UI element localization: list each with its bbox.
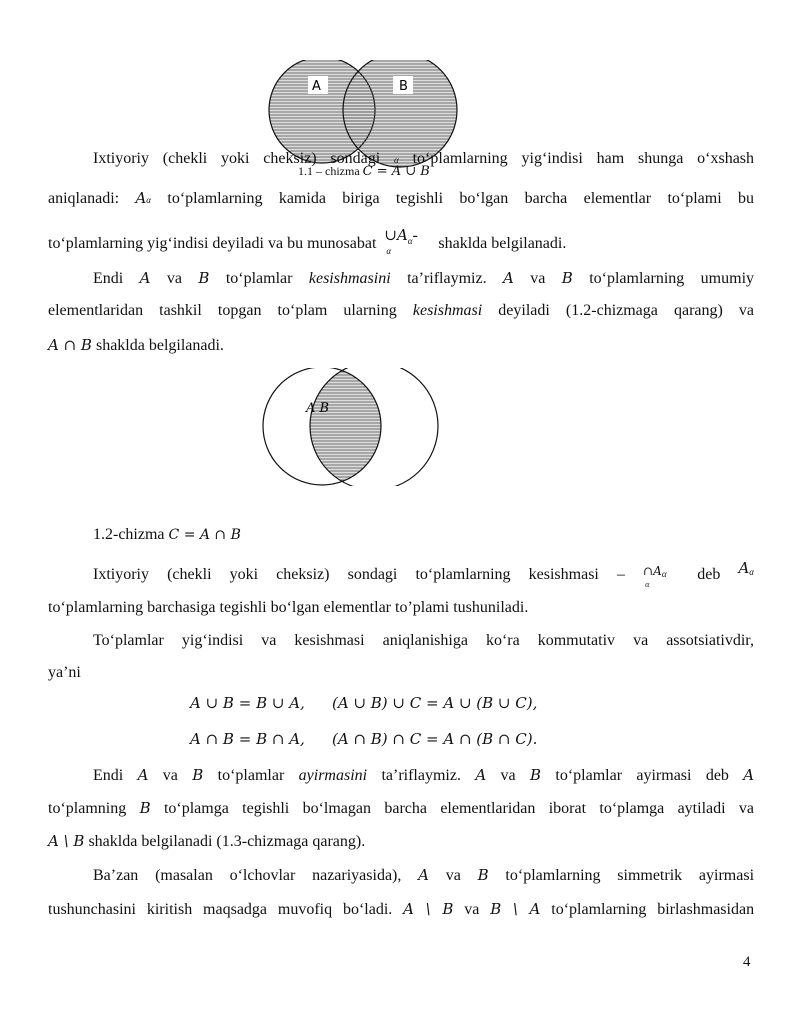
- intersection-venn-diagram: [258, 368, 444, 486]
- text: to‘plamlar: [225, 270, 293, 287]
- text: deyiladi (1.2-chizmaga qarang) va: [498, 302, 755, 319]
- term-ayirmasini: ayirmasini: [298, 767, 368, 784]
- intersection-label: A B: [306, 401, 330, 416]
- caption-formula: C = A ∪ B: [362, 164, 430, 179]
- paragraph-1-line-1: [93, 150, 754, 168]
- union-symbol: ∪A: [384, 226, 408, 244]
- text: α: [661, 569, 667, 579]
- math-subscript: α: [394, 155, 399, 165]
- paragraph-2-line-2: [48, 302, 754, 320]
- paragraph-5-line-3: [48, 832, 754, 851]
- text: to‘plamning: [48, 800, 127, 817]
- text: Ixtiyoriy (chekli yoki cheksiz) sondagi to‘plamlarning kesishmasi –: [93, 566, 625, 583]
- paragraph-1-line-2: [48, 189, 754, 208]
- text: tushunchasini kiritish maqsadga muvofiq bo‘ladi.: [48, 901, 393, 918]
- text: α: [749, 567, 755, 577]
- text: Endi: [93, 270, 124, 287]
- text: B: [139, 799, 151, 817]
- paragraph-4-line-2: [48, 664, 754, 682]
- paragraph-2-line-1: [93, 269, 754, 288]
- caption-number: 1.1 – chizma: [298, 164, 360, 178]
- text: To‘plamlar yig‘indisi va kesishmasi aniqlanishiga ko‘ra kommutativ va assotsiativdir,: [93, 632, 754, 649]
- difference-formula: A \ B: [403, 900, 454, 918]
- text: Ixtiyoriy (chekli yoki cheksiz) sondagi: [93, 150, 381, 167]
- figure-2-caption: [93, 526, 241, 544]
- paragraph-2-line-3: [48, 336, 754, 355]
- text: shaklda belgilanadi.: [438, 235, 567, 252]
- math-symbol: A: [738, 559, 750, 577]
- text: to‘plamlar ayirmasi deb: [555, 767, 729, 784]
- text: ta’riflaymiz.: [407, 270, 487, 287]
- text: to‘plamlarning simmetrik ayirmasi: [505, 867, 755, 884]
- math-symbol: A: [502, 269, 514, 287]
- text: to‘plamlarning birlashmasidan: [551, 901, 755, 918]
- text: to‘plamlar: [217, 767, 285, 784]
- text: to‘plamlarning kamida biriga tegishli bo‘lgan barcha elementlar to‘plami bu: [167, 190, 755, 207]
- text: A: [418, 866, 429, 884]
- difference-formula: B \ A: [490, 900, 541, 918]
- paragraph-1-line-3: [48, 226, 754, 256]
- text: ta’riflaymiz.: [381, 767, 461, 784]
- text: va: [464, 901, 480, 918]
- equation-associative-intersection: (A ∩ B) ∩ C = A ∩ (B ∩ C).: [332, 730, 538, 748]
- text: A: [475, 766, 487, 784]
- caption-number: 1.2-chizma: [93, 526, 165, 543]
- text: va: [445, 867, 461, 884]
- text: shaklda belgilanadi (1.3-chizmaga qarang).: [88, 833, 366, 850]
- text: va: [166, 270, 182, 287]
- text: va: [162, 767, 178, 784]
- intersection-symbol: ∩A: [643, 564, 662, 578]
- intersection-formula: A ∩ B: [48, 336, 92, 354]
- math-symbol: B: [561, 269, 573, 287]
- text: B: [477, 866, 489, 884]
- text: elementlaridan tashkil topgan to‘plam ularning: [48, 302, 397, 319]
- paragraph-5-line-1: [93, 766, 754, 785]
- math-subscript: α: [146, 195, 152, 205]
- text: B: [530, 766, 542, 784]
- text: to‘plamlarning yig‘indisi ham shunga o‘xshash: [412, 150, 755, 167]
- math-subscript: α: [407, 236, 413, 246]
- text: aniqlanadi:: [48, 190, 120, 207]
- paragraph-6-line-2: [48, 900, 754, 919]
- text: ya’ni: [48, 664, 81, 681]
- math-symbol: B: [198, 269, 210, 287]
- text: B: [192, 766, 204, 784]
- text: shaklda belgilanadi.: [95, 337, 224, 354]
- text: to‘plamga tegishli bo‘lmagan barcha elementlaridan iborat to‘plamga aytiladi va: [163, 800, 755, 817]
- difference-formula: A \ B: [48, 832, 85, 850]
- equation-commutative-intersection: A ∩ B = B ∩ A,: [190, 730, 305, 748]
- page-number: 4: [743, 954, 751, 970]
- equation-commutative-union: A ∪ B = B ∪ A,: [190, 694, 305, 712]
- paragraph-4-line-1: [93, 632, 754, 650]
- text: to‘plamlarning yig‘indisi deyiladi va bu munosabat: [48, 235, 377, 252]
- math-symbol: A: [135, 189, 147, 207]
- equation-associative-union: (A ∪ B) ∪ C = A ∪ (B ∪ C),: [332, 694, 538, 712]
- paragraph-5-line-2: [48, 799, 754, 818]
- text: va: [530, 270, 546, 287]
- term-kesishmasi: kesishmasi: [412, 302, 483, 319]
- term-kesishmasini: kesishmasini: [308, 270, 391, 287]
- text: A: [137, 766, 149, 784]
- text: deb: [697, 566, 721, 583]
- math-subscript: α: [386, 246, 392, 256]
- text: to‘plamlarning umumiy: [589, 270, 755, 287]
- text: A: [743, 766, 755, 784]
- text: to‘plamlarning barchasiga tegishli bo‘lgan elementlar to’plami tushuniladi.: [48, 599, 529, 616]
- caption-formula: C = A ∩ B: [168, 527, 241, 543]
- text: va: [500, 767, 516, 784]
- set-b-label: B: [399, 79, 408, 94]
- text: Endi: [93, 767, 124, 784]
- paragraph-3-line-1: [93, 559, 755, 589]
- paragraph-3-line-2: [48, 599, 754, 617]
- dash: -: [412, 227, 418, 244]
- set-a-label: A: [312, 79, 321, 94]
- math-symbol: A: [139, 269, 151, 287]
- text: α: [645, 580, 650, 589]
- text: Ba’zan (masalan o‘lchovlar nazariyasida),: [93, 867, 402, 884]
- paragraph-6-line-1: [93, 866, 754, 885]
